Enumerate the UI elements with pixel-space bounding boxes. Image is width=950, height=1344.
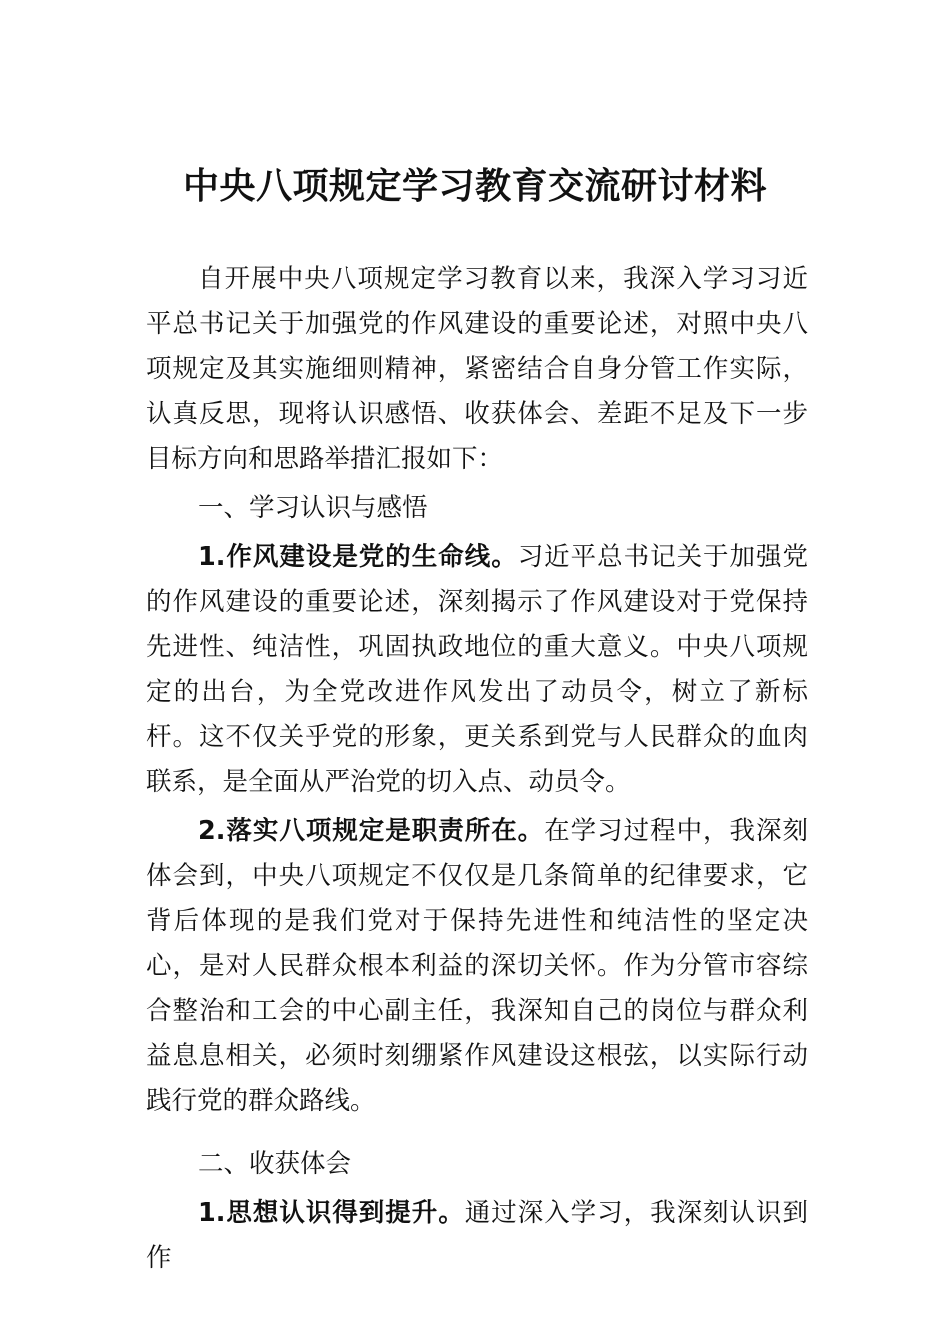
section2-paragraph-1: [146, 1191, 808, 1281]
paragraph-text: 习近平总书记关于加强党的作风建设的重要论述，深刻揭示了作风建设对于党保持先进性、纯洁性，巩固执政地位的重大意义。中央八项规定的出台，为全党改进作风发出了动员令，树立了新标杆。这不仅关乎党的形象，更关系到党与人民群众的血肉联系，是全面从严治党的切入点、动员令。: [146, 542, 808, 797]
paragraph-lead: 2.落实八项规定是职责所在。: [198, 816, 545, 846]
spacer: [146, 1124, 808, 1142]
paragraph-text: 在学习过程中，我深刻体会到，中央八项规定不仅仅是几条简单的纪律要求，它背后体现的是我们党对于保持先进性和纯洁性的坚定决心，是对人民群众根本利益的深切关怀。作为分管市容综合整治和工会的中心副主任，我深知自己的岗位与群众利益息息相关，必须时刻绷紧作风建设这根弦，以实际行动践行党的群众路线。: [146, 816, 808, 1116]
paragraph-lead: 1.作风建设是党的生命线。: [198, 542, 518, 572]
document-body: [146, 257, 808, 1281]
section-heading-1: 一、学习认识与感悟: [198, 493, 428, 523]
paragraph-lead: 1.思想认识得到提升。: [198, 1198, 465, 1228]
document-title: 中央八项规定学习教育交流研讨材料: [182, 165, 767, 207]
section1-paragraph-1: [146, 535, 808, 805]
paragraph-text: 通过深入学习，我深刻认识到作: [146, 1198, 808, 1273]
section-heading-2: 二、收获体会: [198, 1149, 352, 1179]
section1-paragraph-2: [146, 809, 808, 1124]
intro-paragraph: 自开展中央八项规定学习教育以来，我深入学习习近平总书记关于加强党的作风建设的重要论述，对照中央八项规定及其实施细则精神，紧密结合自身分管工作实际，认真反思，现将认识感悟、收获体会、差距不足及下一步目标方向和思路举措汇报如下：: [146, 264, 808, 474]
